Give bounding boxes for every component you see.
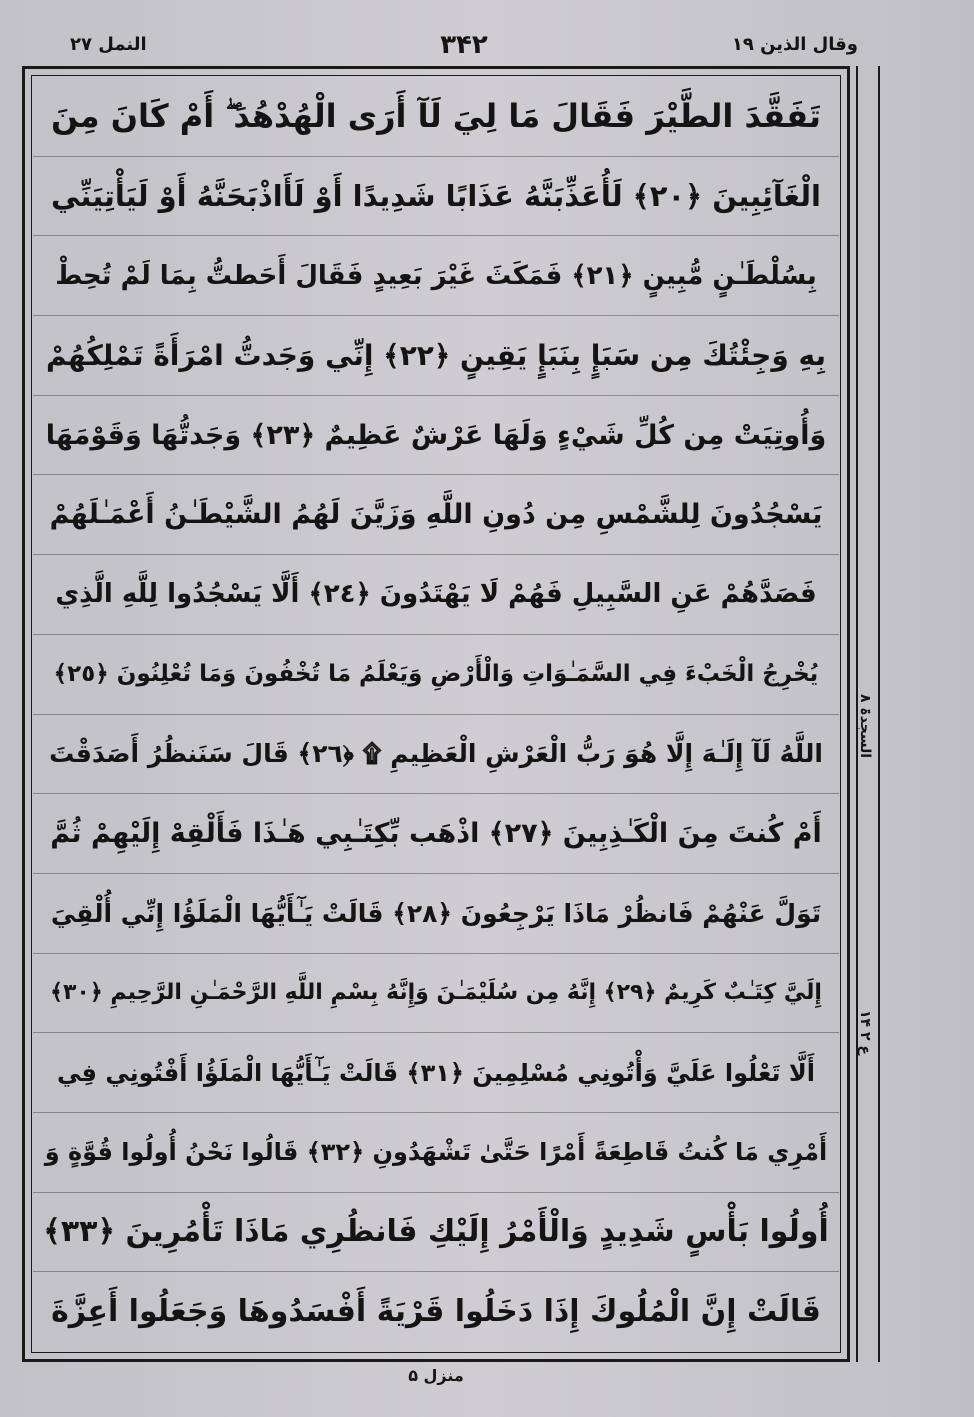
verse-line: أَمْ كُنتَ مِنَ الْكَـٰذِبِينَ ﴿٢٧﴾ اذْهَب بِّكِتَـٰبِي هَـٰذَا فَأَلْقِهْ إِلَيْهِمْ ثُمَّ	[33, 794, 839, 874]
verse-lines	[33, 77, 839, 1351]
page-header	[64, 30, 864, 66]
verse-line: بِسُلْطَـٰنٍ مُّبِينٍ ﴿٢١﴾ فَمَكَثَ غَيْرَ بَعِيدٍ فَقَالَ أَحَطتُّ بِمَا لَمْ تُحِطْ	[33, 236, 839, 316]
page-number: ۳۴۲	[440, 30, 488, 60]
verse-line: يُخْرِجُ الْخَبْءَ فِي السَّمَـٰوَاتِ وَالْأَرْضِ وَيَعْلَمُ مَا تُخْفُونَ وَمَا تُعْلِنُونَ ﴿٢٥﴾	[33, 635, 839, 715]
verse-line: وَأُوتِيَتْ مِن كُلِّ شَيْءٍ وَلَهَا عَرْشٌ عَظِيمٌ ﴿٢٣﴾ وَجَدتُّهَا وَقَوْمَهَا	[33, 396, 839, 476]
juz-name: وقال الذین ۱۹	[731, 34, 858, 55]
verse-line: تَوَلَّ عَنْهُمْ فَانظُرْ مَاذَا يَرْجِعُونَ ﴿٢٨﴾ قَالَتْ يَـٰٓأَيُّهَا الْمَلَؤُا إِنِّي أُلْقِيَ	[33, 874, 839, 954]
verse-line: قَالَتْ إِنَّ الْمُلُوكَ إِذَا دَخَلُوا قَرْيَةً أَفْسَدُوهَا وَجَعَلُوا أَعِزَّةَ	[51, 1294, 821, 1330]
verse-line: أَمْرِي مَا كُنتُ قَاطِعَةً أَمْرًا حَتَّىٰ تَشْهَدُونِ ﴿٣٢﴾ قَالُوا نَحْنُ أُولُوا قُوَّةٍ وَ	[33, 1113, 839, 1193]
verse-line: يَسْجُدُونَ لِلشَّمْسِ مِن دُونِ اللَّهِ وَزَيَّنَ لَهُمُ الشَّيْطَـٰنُ أَعْمَـٰلَهُمْ	[33, 475, 839, 555]
verse-line: إِلَيَّ كِتَـٰبٌ كَرِيمٌ ﴿٢٩﴾ إِنَّهُ مِن سُلَيْمَـٰنَ وَإِنَّهُ بِسْمِ اللَّهِ الرَّحْمَـٰنِ الرَّحِيمِ ﴿٣٠﴾	[33, 954, 839, 1034]
verse-line: الْغَآئِبِينَ ﴿٢٠﴾ لَأُعَذِّبَنَّهُ عَذَابًا شَدِيدًا أَوْ لَأَاذْبَحَنَّهُ أَوْ لَيَأْتِيَنِّي	[33, 157, 839, 237]
verse-line: بِهِ وَجِئْتُكَ مِن سَبَإٍ بِنَبَإٍ يَقِينٍ ﴿٢٢﴾ إِنِّي وَجَدتُّ امْرَأَةً تَمْلِكُهُمْ	[33, 316, 839, 396]
ruku-marker: ع ۲ ۱۴	[857, 1010, 873, 1055]
verse-line: أَلَّا تَعْلُوا عَلَيَّ وَأْتُونِي مُسْلِمِينَ ﴿٣١﴾ قَالَتْ يَـٰٓأَيُّهَا الْمَلَؤُا أَفْتُونِي فِي	[33, 1033, 839, 1113]
verse-line: اللَّهُ لَآ إِلَـٰهَ إِلَّا هُوَ رَبُّ الْعَرْشِ الْعَظِيمِ ۩ ﴿٢٦﴾ قَالَ سَنَنظُرُ أَصَدَقْتَ	[33, 715, 839, 795]
verse-line: تَفَقَّدَ الطَّيْرَ فَقَالَ مَا لِيَ لَآ أَرَى الْهُدْهُدَ ۖ أَمْ كَانَ مِنَ	[33, 77, 839, 157]
manzil-footer: منزل ۵	[408, 1366, 464, 1385]
verse-line: أُولُوا بَأْسٍ شَدِيدٍ وَالْأَمْرُ إِلَيْكِ فَانظُرِي مَاذَا تَأْمُرِينَ ﴿٣٣﴾	[33, 1193, 839, 1273]
verse-line: فَصَدَّهُمْ عَنِ السَّبِيلِ فَهُمْ لَا يَهْتَدُونَ ﴿٢٤﴾ أَلَّا يَسْجُدُوا لِلَّهِ الَّذِي	[33, 555, 839, 635]
surah-name: النمل ۲۷	[70, 34, 147, 55]
sajda-marker: السجدۃ ۸	[857, 694, 873, 759]
text-frame	[22, 66, 850, 1362]
